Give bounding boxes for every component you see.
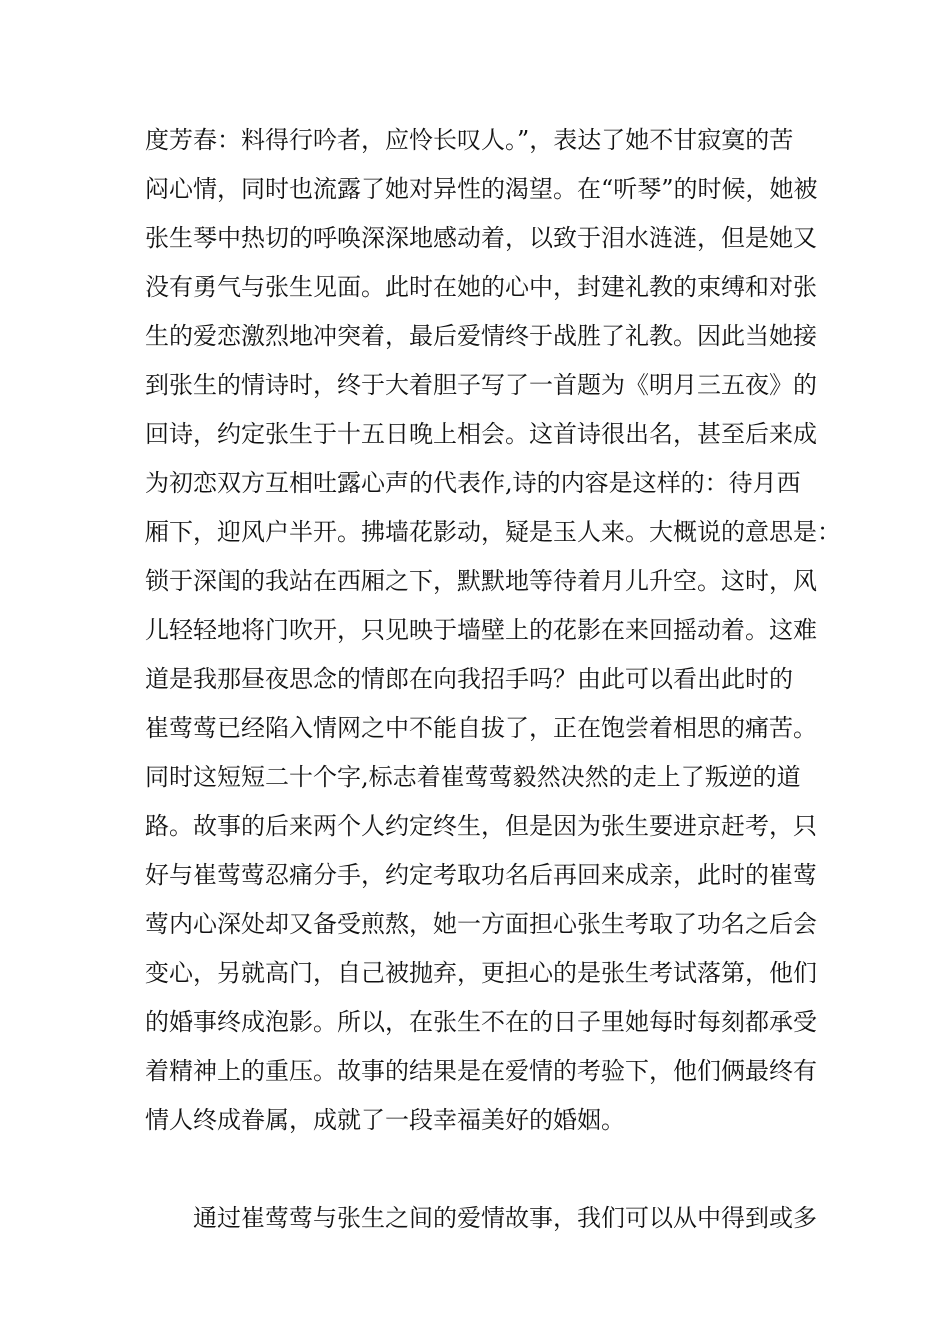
text-line: 变心，另就高门，自己被抛弃，更担心的是张生考试落第，他们 [145, 959, 817, 987]
text-line: 生的爱恋激烈地冲突着，最后爱情终于战胜了礼教。因此当她接 [145, 322, 817, 350]
text-line: 没有勇气与张生见面。此时在她的心中，封建礼教的束缚和对张 [145, 273, 817, 301]
paragraph-spacer [145, 1145, 825, 1194]
text-line: 厢下，迎风户半开。拂墙花影动，疑是玉人来。大概说的意思是： [145, 518, 841, 546]
text-line: 好与崔莺莺忍痛分手，约定考取功名后再回来成亲，此时的崔莺 [145, 861, 817, 889]
text-line: 回诗，约定张生于十五日晚上相会。这首诗很出名，甚至后来成 [145, 420, 817, 448]
text-line: 锁于深闺的我站在西厢之下，默默地等待着月儿升空。这时，风 [145, 567, 817, 595]
text-line: 情人终成眷属，成就了一段幸福美好的婚姻。 [145, 1106, 625, 1134]
text-line: 的婚事终成泡影。所以，在张生不在的日子里她每时每刻都承受 [145, 1008, 817, 1036]
text-line: 同时这短短二十个字,标志着崔莺莺毅然决然的走上了叛逆的道 [145, 763, 801, 791]
text-line: 为初恋双方互相吐露心声的代表作,诗的内容是这样的：待月西 [145, 469, 801, 497]
paragraph [145, 1194, 825, 1243]
text-line: 崔莺莺已经陷入情网之中不能自拔了，正在饱尝着相思的痛苦。 [145, 714, 817, 742]
text-line: 儿轻轻地将门吹开，只见映于墙壁上的花影在来回摇动着。这难 [145, 616, 817, 644]
body-text [145, 116, 841, 1243]
text-line: 张生琴中热切的呼唤深深地感动着，以致于泪水涟涟，但是她又 [145, 224, 817, 252]
paragraph [145, 116, 841, 1145]
text-line: 道是我那昼夜思念的情郎在向我招手吗？由此可以看出此时的 [145, 665, 793, 693]
text-line: 莺内心深处却又备受煎熬，她一方面担心张生考取了功名之后会 [145, 910, 817, 938]
text-line: 通过崔莺莺与张生之间的爱情故事，我们可以从中得到或多 [193, 1204, 817, 1232]
text-line: 着精神上的重压。故事的结果是在爱情的考验下，他们俩最终有 [145, 1057, 817, 1085]
text-line: 度芳春：料得行吟者，应怜长叹人。”，表达了她不甘寂寞的苦 [145, 126, 794, 154]
text-line: 路。故事的后来两个人约定终生，但是因为张生要进京赶考，只 [145, 812, 817, 840]
text-line: 到张生的情诗时，终于大着胆子写了一首题为《明月三五夜》的 [145, 371, 817, 399]
text-line: 闷心情，同时也流露了她对异性的渴望。在“听琴”的时候，她被 [145, 175, 818, 203]
